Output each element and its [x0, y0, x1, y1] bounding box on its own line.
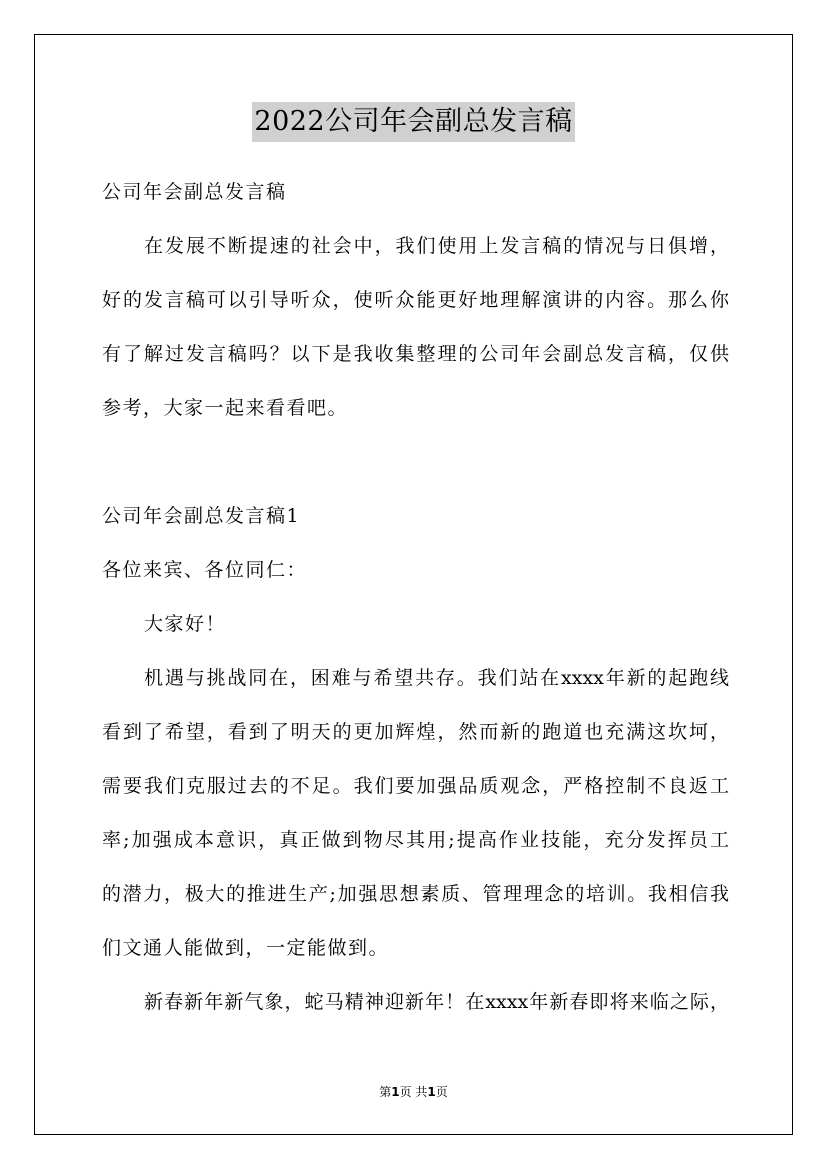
footer-page-total: 1 [427, 1085, 436, 1099]
footer-page-mid: 页 共 [399, 1085, 428, 1099]
page-footer [0, 1083, 827, 1100]
footer-page-prefix: 第 [379, 1085, 392, 1099]
hello-line: 大家好！ [144, 613, 227, 635]
subtitle: 公司年会副总发言稿 [102, 181, 287, 203]
footer-page-current: 1 [391, 1085, 400, 1099]
paragraph-line: 看到了希望，看到了明天的更加辉煌，然而新的跑道也充满这坎坷， [102, 721, 729, 743]
paragraph-line: 需要我们克服过去的不足。我们要加强品质观念，严格控制不良返工 [102, 775, 729, 797]
paragraph-line: 的潜力，极大的推进生产;加强思想素质、管理理念的培训。我相信我 [102, 883, 729, 905]
document-body [102, 170, 729, 1034]
blank-line [102, 440, 729, 494]
section-title: 公司年会副总发言稿1 [102, 505, 301, 527]
paragraph-line: 有了解过发言稿吗？以下是我收集整理的公司年会副总发言稿，仅供 [102, 343, 729, 365]
greeting-line: 各位来宾、各位同仁： [102, 559, 308, 581]
paragraph-line: 新春新年新气象，蛇马精神迎新年！在xxxx年新春即将来临之际， [144, 991, 729, 1013]
paragraph-line: 们文通人能做到，一定能做到。 [102, 937, 390, 959]
paragraph-line: 在发展不断提速的社会中，我们使用上发言稿的情况与日俱增， [144, 235, 729, 257]
paragraph-line: 机遇与挑战同在，困难与希望共存。我们站在xxxx年新的起跑线 [144, 667, 729, 689]
title-container [0, 102, 827, 142]
document-title: 2022公司年会副总发言稿 [252, 102, 574, 142]
paragraph-line: 好的发言稿可以引导听众，使听众能更好地理解演讲的内容。那么你 [102, 289, 729, 311]
paragraph-line: 率;加强成本意识，真正做到物尽其用;提高作业技能，充分发挥员工 [102, 829, 729, 851]
paragraph-line: 参考，大家一起来看看吧。 [102, 397, 349, 419]
footer-page-suffix: 页 [435, 1085, 448, 1099]
